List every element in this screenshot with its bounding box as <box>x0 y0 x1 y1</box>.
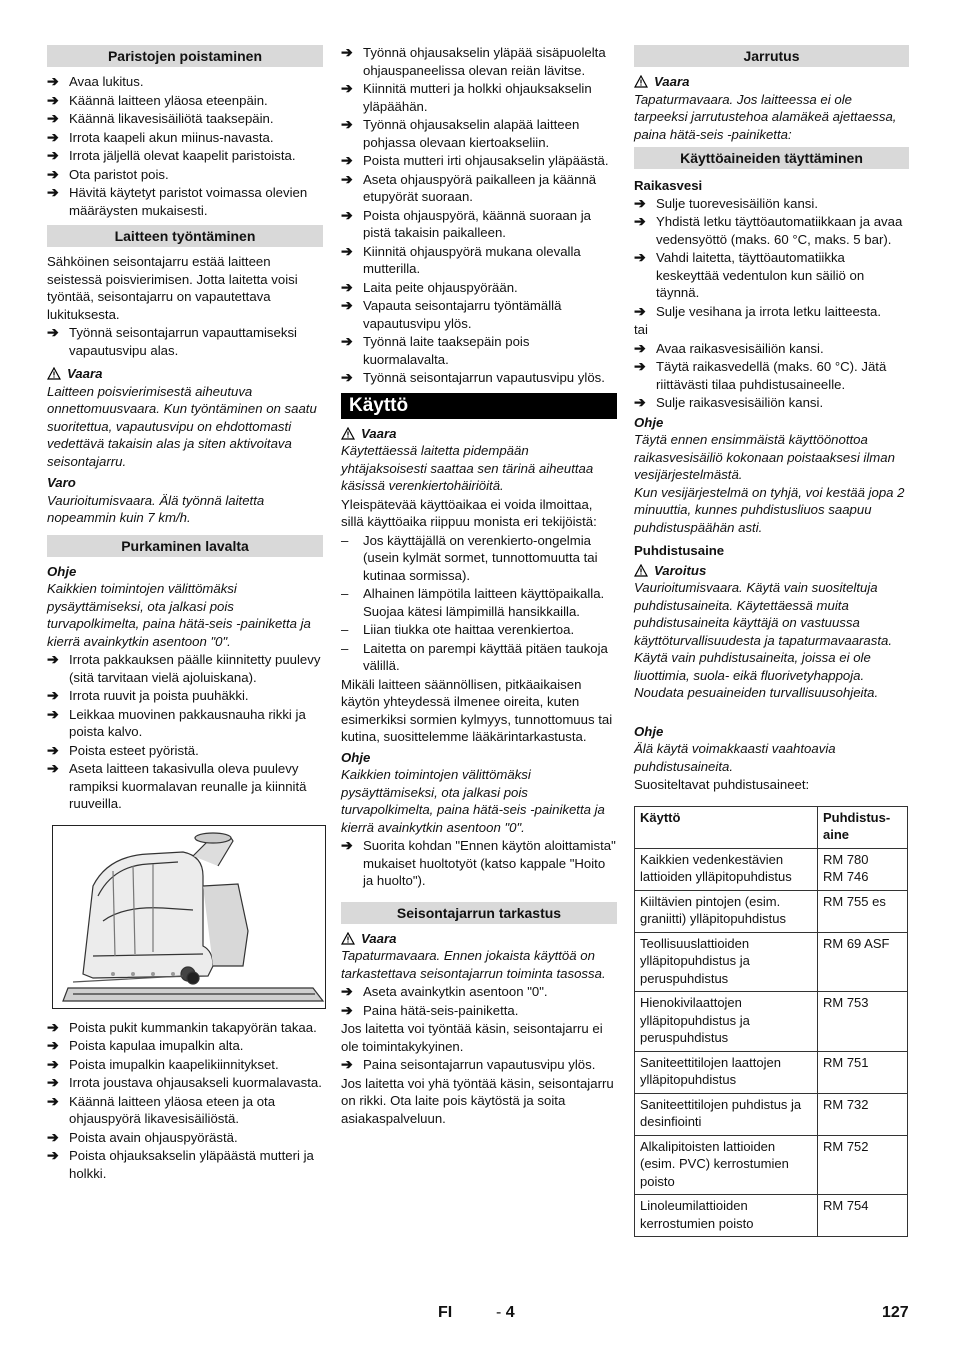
arrow-right-icon: ➔ <box>341 170 353 187</box>
list-item-text: Poista kapulaa imupalkin alta. <box>69 1038 244 1053</box>
section-heading-push: Laitteen työntäminen <box>47 225 323 247</box>
list-item <box>341 983 617 1001</box>
table-cell-detergent: RM 752 <box>818 1135 908 1195</box>
list-item-text: Käännä laitteen yläosa eteen ja ota ohjauspyörä likavesisäiliöstä. <box>69 1093 276 1126</box>
warning-text: Vaurioitumisvaara. Käytä vain suositeltuja puhdistusaineita. Käytettäessä muita puhdistusaineita käyttäjä on vastuussa käyttöturvallisuudesta ja tapaturmavaarasta. Käytä vain puhdistusaineita, joissa ei ole liuottimia, suola- eikä fluorivetyhappoja. Noudata pesuaineiden turvallisuusohjeita. <box>634 580 893 700</box>
table-row <box>635 932 908 992</box>
caution-text: Vaurioitumisvaara. Älä työnnä laitetta nopeammin kuin 7 km/h. <box>47 492 265 525</box>
list-item <box>341 80 617 115</box>
list-item <box>47 129 323 147</box>
list-item <box>341 116 617 151</box>
list-item <box>341 171 617 206</box>
list-item <box>47 1037 323 1055</box>
arrow-right-icon: ➔ <box>47 147 59 163</box>
list-item <box>47 166 323 184</box>
detergent-table <box>634 806 908 1238</box>
list-item-text: Aseta avainkytkin asentoon "0". <box>363 984 548 999</box>
list-item <box>341 44 617 79</box>
table-cell-detergent: RM 753 <box>818 992 908 1052</box>
list-item-text: Irrota jäljellä olevat kaapelit paristoista. <box>69 148 296 163</box>
note-label: Ohje <box>634 414 664 430</box>
danger-label: Vaara <box>47 365 323 383</box>
list-item-text: Avaa raikasvesisäiliön kansi. <box>656 340 824 356</box>
list-item <box>634 249 909 302</box>
page-number: 127 <box>882 1304 909 1321</box>
table-header-use: Käyttö <box>635 806 818 848</box>
table-cell-detergent: RM 732 <box>818 1093 908 1135</box>
table-cell-use: Kaikkien vedenkestävien lattioiden ylläpitopuhdistus <box>635 848 818 890</box>
list-item <box>47 92 323 110</box>
list-item-text: Yhdistä letku täyttöautomatiikkaan ja avaa vedensyöttö (maks. 60 °C, maks. 5 bar). <box>656 214 903 247</box>
list-item-text: Hävitä käytetyt paristot voimassa olevien määräysten mukaisesti. <box>69 185 308 218</box>
table-cell-use: Hienokivilaattojen ylläpitopuhdistus ja peruspuhdistus <box>635 992 818 1052</box>
arrow-right-icon: ➔ <box>47 128 59 145</box>
arrow-right-icon: ➔ <box>341 116 353 132</box>
section-heading-unload: Purkaminen lavalta <box>47 535 323 557</box>
list-item-text: Kiinnitä ohjauspyörä mukana olevalla mutterilla. <box>363 243 581 276</box>
list-item <box>47 73 323 91</box>
danger-text: Tapaturmavaara. Jos laitteessa ei ole tarpeeksi jarrutustehoa alamäkeä ajettaessa, paina hätä-seis -painiketta: <box>634 91 897 142</box>
warning-triangle-icon <box>47 367 61 380</box>
table-row <box>635 1135 908 1195</box>
note-label: Ohje <box>47 563 77 579</box>
table-cell-detergent: RM 780 RM 746 <box>818 848 908 890</box>
list-item <box>341 279 617 297</box>
list-item <box>341 640 617 675</box>
list-item-text: Poista esteet pyöristä. <box>69 742 199 758</box>
list-item-text: Työnnä seisontajarrun vapautusvipu ylös. <box>363 370 605 385</box>
arrow-right-icon: ➔ <box>634 213 646 229</box>
list-item-text: Käännä laitteen yläosa eteenpäin. <box>69 92 268 108</box>
arrow-right-icon: ➔ <box>341 44 353 60</box>
arrow-right-icon: ➔ <box>47 705 59 722</box>
machine-on-pallet-figure <box>52 825 326 1009</box>
arrow-right-icon: ➔ <box>341 837 353 853</box>
arrow-right-icon: ➔ <box>341 983 353 999</box>
warning-triangle-icon <box>341 427 355 440</box>
arrow-right-icon: ➔ <box>47 73 59 89</box>
dash-bullet: – <box>341 622 349 637</box>
section-heading-brake-check: Seisontajarrun tarkastus <box>341 902 617 924</box>
brake-text-1: Jos laitetta voi työntää käsin, seisontajarru ei ole toimintakykyinen. <box>341 1021 603 1054</box>
arrow-right-icon: ➔ <box>341 206 353 223</box>
recommended-text: Suositeltavat puhdistusaineet: <box>634 777 810 792</box>
table-body <box>635 848 908 1237</box>
list-item: ➔ Suorita kohdan "Ennen käytön aloittamista" mukaiset huoltotyöt (katso kappale "Hoito ja huolto"). <box>341 837 616 888</box>
unload-steps <box>47 651 323 813</box>
list-item <box>47 742 323 760</box>
list-item-text: Avaa lukitus. <box>69 74 144 89</box>
note-text: Kaikkien toimintojen välittömäksi pysäyttämiseksi, ota jalkasi pois turvapolkimelta, paina hätä-seis -painiketta ja kierrä avainkytkin asentoon "0". <box>341 767 605 835</box>
column-3 <box>634 44 909 1237</box>
list-item-text: Sulje raikasvesisäiliön kansi. <box>656 395 824 410</box>
arrow-right-icon: ➔ <box>341 80 353 96</box>
arrow-right-icon: ➔ <box>341 152 353 168</box>
list-item <box>341 297 617 332</box>
brake-text-2: Jos laitetta voi yhä työntää käsin, seisontajarru on rikki. Ota laite pois käytöstä ja soita asiakaspalveluun. <box>341 1075 614 1126</box>
list-item <box>341 369 617 387</box>
column-2 <box>341 44 617 1128</box>
arrow-right-icon: ➔ <box>47 1055 59 1072</box>
table-cell-use: Saniteettitilojen laattojen ylläpitopuhdistus <box>635 1051 818 1093</box>
list-item <box>634 394 909 412</box>
table-cell-use: Linoleumilattioiden kerrostumien poisto <box>635 1195 818 1237</box>
list-item <box>47 1056 323 1074</box>
danger-text: Käytettäessä laitetta pidempään yhtäjaksoisesti saattaa sen tärinä aiheuttaa käsissä verenkiertohäiriöitä. <box>341 443 594 493</box>
push-text: Sähköinen seisontajarru estää laitteen seistessä poisvierimisen. Jotta laitetta voisi työntää, seisontajarru on vapautettava lukituksesta. <box>47 254 298 322</box>
brake-steps <box>341 983 617 1019</box>
list-item <box>634 358 909 393</box>
arrow-right-icon: ➔ <box>634 394 646 410</box>
list-item <box>341 585 617 620</box>
list-item-text: Poista mutteri irti ohjausakselin yläpäästä. <box>363 153 609 168</box>
warning-triangle-icon <box>341 932 355 945</box>
warning-label: Varoitus <box>634 562 909 580</box>
table-header-detergent: Puhdistus-aine <box>818 806 908 848</box>
arrow-right-icon: ➔ <box>634 358 646 374</box>
list-item <box>47 1019 323 1037</box>
arrow-right-icon: ➔ <box>47 1147 59 1163</box>
table-cell-use: Alkalipitoisten lattioiden (esim. PVC) kerrostumien poisto <box>635 1135 818 1195</box>
or-text: tai <box>634 322 648 337</box>
danger-text: Laitteen poisvierimisestä aiheutuva onnettomuusvaara. Kun työntäminen on saatu suoritettua, vapautusvipu on ehdottomasti vedettävä takaisin alas ja siten aktivoitava seisontajarru. <box>47 383 317 469</box>
list-item-text: Irrota pakkauksen päälle kiinnitetty puulevy (sitä tarvitaan vielä ajoluiskana). <box>69 652 321 685</box>
table-row <box>635 1195 908 1237</box>
table-cell-use: Saniteettitilojen puhdistus ja desinfiointi <box>635 1093 818 1135</box>
list-item-text: Poista ohjauspyörä, käännä suoraan ja pistä takaisin paikalleen. <box>363 207 592 240</box>
danger-label: Vaara <box>634 73 909 91</box>
dash-bullet: – <box>341 640 349 656</box>
arrow-right-icon: ➔ <box>47 741 59 758</box>
table-row <box>635 848 908 890</box>
use-dash-list <box>341 532 617 675</box>
column-1 <box>47 44 323 1183</box>
arrow-right-icon: ➔ <box>47 1092 59 1109</box>
arrow-right-icon: ➔ <box>47 1074 59 1090</box>
note-text: Älä käytä voimakkaasti vaahtoavia puhdistusaineita. <box>634 741 836 774</box>
note-text: Täytä ennen ensimmäistä käyttöönottoa raikasvesisäiliö kokonaan poistaaksesi ilman vesijärjestelmästä. Kun vesijärjestelmä on tyhjä, voi kestää jopa 2 minuuttia, kunnes puhdistusliuos saapuu puhdistuspäähän asti. <box>634 432 905 535</box>
list-item <box>341 333 617 368</box>
steering-steps <box>341 44 617 387</box>
list-item-text: Vapauta seisontajarru työntämällä vapautusvipu ylös. <box>363 298 562 331</box>
list-item <box>47 110 323 128</box>
list-item-text: Sulje vesihana ja irrota letku laitteesta. <box>656 303 882 319</box>
footer-local-page: - 4 <box>496 1304 515 1321</box>
arrow-right-icon: ➔ <box>341 1001 353 1018</box>
danger-label: Vaara <box>341 425 617 443</box>
danger-text: Tapaturmavaara. Ennen jokaista käyttöä on tarkastettava seisontajarrun toiminta tasossa. <box>341 948 606 981</box>
list-item-text: Irrota joustava ohjausakseli kuormalavasta. <box>69 1075 322 1090</box>
table-row <box>635 1093 908 1135</box>
arrow-right-icon: ➔ <box>47 1018 59 1035</box>
list-item <box>47 184 323 219</box>
list-item <box>634 195 909 213</box>
note-label: Ohje <box>634 723 664 739</box>
list-item <box>634 213 909 248</box>
list-item <box>47 706 323 741</box>
table-cell-detergent: RM 754 <box>818 1195 908 1237</box>
table-row <box>635 1051 908 1093</box>
warning-triangle-icon <box>634 564 648 577</box>
list-item-text: Täytä raikasvedellä (maks. 60 °C). Jätä riittävästi tilaa puhdistusaineelle. <box>656 359 887 392</box>
warning-triangle-icon <box>634 75 648 88</box>
list-item <box>47 687 323 705</box>
arrow-right-icon: ➔ <box>47 1128 59 1145</box>
table-header-row <box>635 806 908 848</box>
section-heading-batteries: Paristojen poistaminen <box>47 45 323 67</box>
arrow-right-icon: ➔ <box>47 165 59 182</box>
table-cell-detergent: RM 755 es <box>818 890 908 932</box>
list-item <box>341 1002 617 1020</box>
arrow-right-icon: ➔ <box>47 110 59 126</box>
list-item-text: Sulje tuorevesisäiliön kansi. <box>656 195 818 211</box>
table-cell-use: Teollisuuslattioiden ylläpitopuhdistus ja peruspuhdistus <box>635 932 818 992</box>
list-item-text: Liian tiukka ote haittaa verenkiertoa. <box>363 622 575 637</box>
arrow-right-icon: ➔ <box>634 194 646 211</box>
arrow-right-icon: ➔ <box>634 249 646 265</box>
arrow-right-icon: ➔ <box>47 324 59 340</box>
table-cell-detergent: RM 751 <box>818 1051 908 1093</box>
list-item <box>47 1093 323 1128</box>
list-item-text: Paina hätä-seis-painiketta. <box>363 1002 519 1018</box>
list-item <box>47 760 323 813</box>
arrow-right-icon: ➔ <box>634 302 646 319</box>
list-item-text: Jos käyttäjällä on verenkierto-ongelmia (usein kylmät sormet, tunnottomuutta tai kutinaa sormissa). <box>363 532 598 583</box>
list-item-text: Kiinnitä mutteri ja holkki ohjauksakselin yläpäähän. <box>363 81 592 114</box>
list-item-text: Työnnä laite taaksepäin pois kuormalavalta. <box>363 334 530 367</box>
list-item-text: Ota paristot pois. <box>69 166 169 182</box>
list-item-text: Aseta laitteen takasivulla oleva puulevy rampiksi kuormalavan reunalle ja kiinnitä ruuveilla. <box>69 761 307 811</box>
arrow-right-icon: ➔ <box>341 242 353 259</box>
list-item-text: Vahdi laitetta, täyttöautomatiikka keskeyttää vedentulon kun säiliö on täynnä. <box>656 250 865 300</box>
list-item-text: Irrota ruuvit ja poista puuhäkki. <box>69 688 249 703</box>
dash-bullet: – <box>341 586 349 601</box>
arrow-right-icon: ➔ <box>47 651 59 667</box>
arrow-right-icon: ➔ <box>47 760 59 776</box>
list-item-text: Työnnä ohjausakselin alapää laitteen pohjassa olevaan kiertoakseliin. <box>363 117 580 150</box>
list-item <box>47 1147 323 1182</box>
list-item-text: Käännä likavesisäiliötä taaksepäin. <box>69 111 274 126</box>
footer-language: FI <box>438 1304 453 1321</box>
list-item <box>341 207 617 242</box>
note-text: Kaikkien toimintojen välittömäksi pysäyttämiseksi, ota jalkasi pois turvapolkimelta, paina hätä-seis -painiketta ja kierrä avainkytkin asentoon "0". <box>47 581 311 649</box>
list-item <box>341 243 617 278</box>
use-text-1: Yleispätevää käyttöaikaa ei voida ilmoittaa, sillä käyttöaika riippuu monista eri tekijöistä: <box>341 496 597 529</box>
list-item <box>47 651 323 686</box>
list-item-text: Laita peite ohjauspyörään. <box>363 279 518 295</box>
arrow-right-icon: ➔ <box>634 339 646 356</box>
list-item <box>634 340 909 358</box>
table-row <box>635 890 908 932</box>
unload-steps-2 <box>47 1019 323 1183</box>
note-label: Ohje <box>341 749 371 765</box>
list-item-text: Työnnä ohjausakselin yläpää sisäpuolelta ohjauspaneelissa olevan reiän lävitse. <box>363 45 606 78</box>
caution-label: Varo <box>47 475 76 490</box>
fresh-water-steps-2 <box>634 340 909 412</box>
list-item <box>47 1129 323 1147</box>
list-item-text: Laitetta on parempi käyttää pitäen taukoja välillä. <box>363 640 608 673</box>
list-item-text: Alhainen lämpötila laitteen käyttöpaikalla. Suojaa kätesi lämpimillä hansikkailla. <box>363 586 605 619</box>
arrow-right-icon: ➔ <box>47 184 59 200</box>
dash-bullet: – <box>341 532 349 548</box>
batteries-steps <box>47 73 323 219</box>
arrow-right-icon: ➔ <box>341 333 353 349</box>
table-cell-detergent: RM 69 ASF <box>818 932 908 992</box>
arrow-right-icon: ➔ <box>47 91 59 108</box>
arrow-right-icon: ➔ <box>47 687 59 703</box>
use-text-2: Mikäli laitteen säännöllisen, pitkäaikaisen käytön yhteydessä ilmenee oireita, kuten esimerkiksi sormien kylmyys, tunnottomuus tai kutina, suosittelemme lääkärintarkastusta. <box>341 676 613 744</box>
arrow-right-icon: ➔ <box>341 1056 353 1072</box>
list-item-text: Poista avain ohjauspyörästä. <box>69 1129 238 1145</box>
fresh-water-steps-1 <box>634 195 909 321</box>
table-row <box>635 992 908 1052</box>
scrubber-machine-image <box>53 826 325 1008</box>
list-item: ➔ Työnnä seisontajarrun vapauttamiseksi vapautusvipu alas. <box>47 324 297 358</box>
arrow-right-icon: ➔ <box>47 1037 59 1053</box>
chapter-heading-use: Käyttö <box>341 393 617 419</box>
list-item <box>47 147 323 165</box>
arrow-right-icon: ➔ <box>341 297 353 313</box>
list-item-text: Irrota kaapeli akun miinus-navasta. <box>69 129 274 145</box>
list-item <box>341 532 617 585</box>
list-item-text: Poista imupalkin kaapelikiinnitykset. <box>69 1056 279 1072</box>
list-item-text: Aseta ohjauspyörä paikalleen ja käännä etupyörät suoraan. <box>363 171 597 204</box>
arrow-right-icon: ➔ <box>341 278 353 295</box>
list-item-text: Poista ohjauksakselin yläpäästä mutteri ja holkki. <box>69 1148 314 1181</box>
arrow-right-icon: ➔ <box>341 369 353 385</box>
danger-label: Vaara <box>341 930 617 948</box>
table-cell-use: Kiiltävien pintojen (esim. graniitti) ylläpitopuhdistus <box>635 890 818 932</box>
list-item-text: Leikkaa muovinen pakkausnauha rikki ja poista kalvo. <box>69 706 306 739</box>
list-item <box>341 621 617 639</box>
list-item: ➔ Paina seisontajarrun vapautusvipu ylös. <box>341 1056 596 1072</box>
subheading-detergent: Puhdistusaine <box>634 543 725 558</box>
list-item-text: Poista pukit kummankin takapyörän takaa. <box>69 1019 317 1035</box>
list-item <box>341 152 617 170</box>
subheading-fresh-water: Raikasvesi <box>634 178 703 193</box>
section-heading-fill: Käyttöaineiden täyttäminen <box>634 147 909 169</box>
list-item <box>634 303 909 321</box>
list-item <box>47 1074 323 1092</box>
section-heading-braking: Jarrutus <box>634 45 909 67</box>
